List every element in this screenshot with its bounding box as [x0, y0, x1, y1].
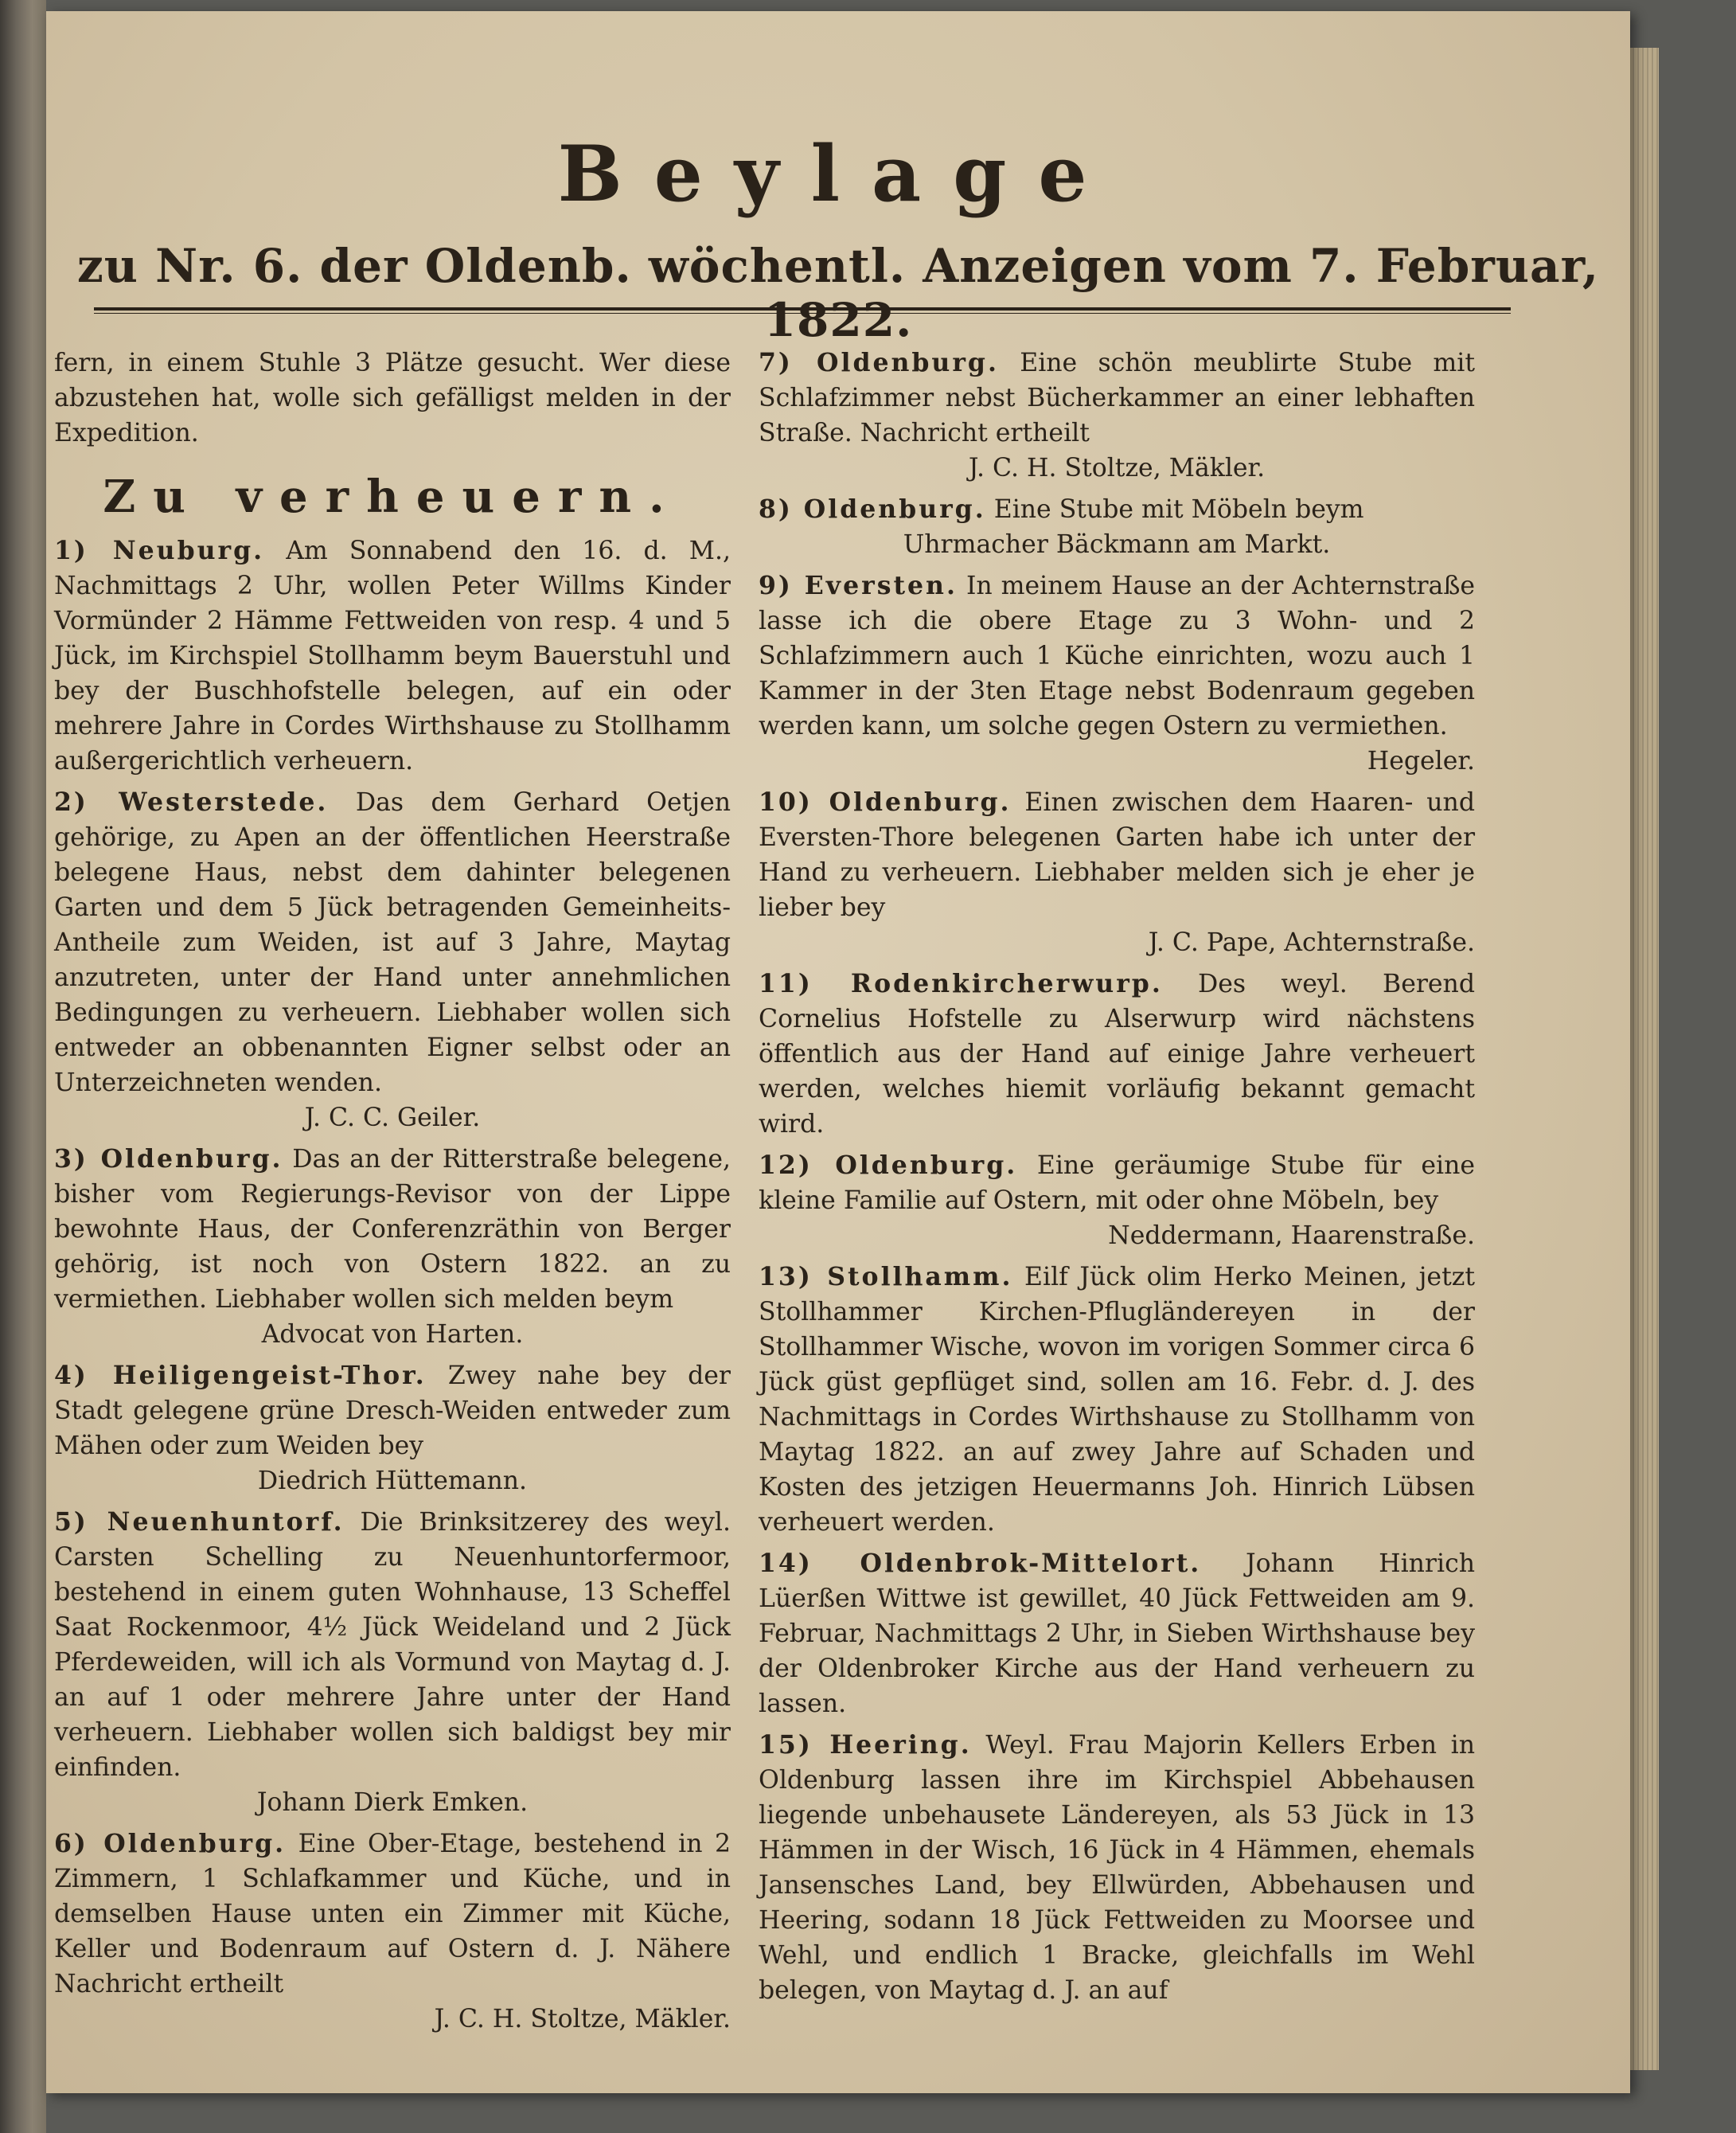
- notice-text: Johann Hinrich Lüerßen Wittwe ist gewillet, 40 Jück Fettweiden am 9. Februar, Nachmittags 2 Uhr, in Sieben Wirthshause bey der Oldenbroker Kirche aus der Hand verheuern zu lassen.: [759, 1549, 1475, 1718]
- masthead-title: Beylage: [557, 129, 1119, 219]
- notice-lead: 11) Rodenkircherwurp.: [759, 969, 1163, 998]
- notice: [759, 346, 1475, 486]
- notice: [759, 785, 1475, 960]
- left-column: [54, 346, 731, 2043]
- newspaper-page: [46, 11, 1630, 2093]
- notice: [759, 1148, 1475, 1253]
- scan-background-left: [0, 0, 46, 2133]
- notice: [54, 1505, 731, 1820]
- notice-signature: Hegeler.: [1367, 747, 1475, 775]
- notice: [54, 785, 731, 1135]
- notice-lead: 6) Oldenburg.: [54, 1829, 287, 1858]
- notice: [54, 1142, 731, 1352]
- notice: [54, 533, 731, 779]
- notice: [54, 1358, 731, 1498]
- notice-lead: 7) Oldenburg.: [759, 348, 999, 377]
- notice: [54, 1826, 731, 2037]
- notice-lead: 3) Oldenburg.: [54, 1144, 283, 1174]
- notice-signature: J. C. H. Stoltze, Mäkler.: [968, 454, 1266, 482]
- masthead: [46, 131, 1630, 347]
- masthead-rule: [94, 307, 1511, 314]
- notice-text: Eilf Jück olim Herko Meinen, jetzt Stollhammer Kirchen-Pflugländereyen in der Stollhammer Wische, wovon im vorigen Sommer circa 6 Jück güst gepflüget sind, sollen am 16. Febr. d. J. des Nachmittags in Cordes Wirthshause zu Stollhamm von Maytag 1822. an auf zwey Jahre auf Schaden und Kosten des jetzigen Heuermanns Joh. Hinrich Lübsen verheuert werden.: [759, 1263, 1475, 1537]
- notice-signature: J. C. H. Stoltze, Mäkler.: [434, 2005, 731, 2033]
- notice-text: In meinem Hause an der Achternstraße lasse ich die obere Etage zu 3 Wohn- und 2 Schlafzimmern auch 1 Küche einrichten, wozu auch 1 Kammer in der 3ten Etage nebst Bodenraum gegeben werden kann, um solche gegen Ostern zu vermiethen.: [759, 572, 1476, 740]
- intro-paragraph: fern, in einem Stuhle 3 Plätze gesucht. Wer diese abzustehen hat, wolle sich gefälligst melden in der Expedition.: [54, 349, 731, 447]
- notice-lead: 13) Stollhamm.: [759, 1262, 1013, 1291]
- notice-text: Des weyl. Berend Cornelius Hofstelle zu Alserwurp wird nächstens öffentlich aus der Hand auf einige Jahre verheuert werden, welches hiemit vorläufig bekannt gemacht wird.: [759, 970, 1475, 1139]
- notice-text: Die Brinksitzerey des weyl. Carsten Schelling zu Neuenhuntorfermoor, bestehend in einem guten Wohnhause, 13 Scheffel Saat Rockenmoor, 4½ Jück Weideland und 2 Jück Pferdeweiden, will ich als Vormund von Maytag d. J. an auf 1 oder mehrere Jahre unter der Hand verheuern. Liebhaber wollen sich baldigst bey mir einfinden.: [54, 1508, 731, 1782]
- notice-lead: 5) Neuenhuntorf.: [54, 1507, 345, 1537]
- notice-text: Eine Ober-Etage, bestehend in 2 Zimmern, 1 Schlafkammer und Küche, und in demselben Hause unten ein Zimmer mit Küche, Keller und Bodenraum auf Ostern d. J. Nähere Nachricht ertheilt: [54, 1830, 731, 1998]
- notice-signature: Johann Dierk Emken.: [256, 1788, 529, 1817]
- notice: [759, 1260, 1475, 1540]
- notice-text: Eine geräumige Stube für eine kleine Familie auf Ostern, mit oder ohne Möbeln, bey: [759, 1151, 1475, 1215]
- notice-text: Das an der Ritterstraße belegene, bisher vom Regierungs-Revisor von der Lippe bewohnte Haus, der Conferenzräthin von Berger gehörig, ist noch von Ostern 1822. an zu vermiethen. Liebhaber wollen sich melden beym: [54, 1145, 731, 1314]
- notice-text: Zwey nahe bey der Stadt gelegene grüne Dresch-Weiden entweder zum Mähen oder zum Weiden bey: [54, 1361, 731, 1460]
- notice-signature: Uhrmacher Bäckmann am Markt.: [903, 530, 1331, 559]
- notice: [759, 492, 1475, 562]
- notice-signature: J. C. Pape, Achternstraße.: [1148, 928, 1475, 957]
- section-heading: Zu verheuern.: [103, 471, 682, 523]
- notice-lead: 8) Oldenburg.: [759, 494, 986, 524]
- notice-text: Weyl. Frau Majorin Kellers Erben in Oldenburg lassen ihre im Kirchspiel Abbehausen liegende unbehausete Ländereyen, als 53 Jück in 13 Hämmen in der Wisch, 16 Jück in 4 Hämmen, ehemals Jansensches Land, bey Ellwürden, Abbehausen und Heering, sodann 18 Jück Fettweiden zu Moorsee und Wehl, und endlich 1 Bracke, gleichfalls im Wehl belegen, von Maytag d. J. an auf: [759, 1731, 1476, 2005]
- notice: [759, 967, 1475, 1142]
- notice-lead: 4) Heiligengeist-Thor.: [54, 1361, 427, 1390]
- notice-lead: 9) Eversten.: [759, 571, 958, 600]
- notice-lead: 10) Oldenburg.: [759, 787, 1012, 817]
- notice-lead: 1) Neuburg.: [54, 536, 265, 565]
- notice-lead: 12) Oldenburg.: [759, 1150, 1018, 1180]
- notice-text: Einen zwischen dem Haaren- und Eversten-Thore belegenen Garten habe ich unter der Hand zu verheuern. Liebhaber melden sich je eher je lieber bey: [759, 788, 1475, 922]
- notice-text: Eine Stube mit Möbeln beym: [993, 495, 1364, 524]
- notice-signature: Diedrich Hüttemann.: [257, 1467, 528, 1495]
- notice-text: Am Sonnabend den 16. d. M., Nachmittags 2 Uhr, wollen Peter Willms Kinder Vormünder 2 Hämme Fettweiden von resp. 4 und 5 Jück, im Kirchspiel Stollhamm beym Bauerstuhl und bey der Buschhofstelle belegen, auf ein oder mehrere Jahre in Cordes Wirthshause zu Stollhamm außergerichtlich verheuern.: [54, 537, 731, 775]
- notice-signature: Advocat von Harten.: [261, 1320, 524, 1349]
- notice-text: Das dem Gerhard Oetjen gehörige, zu Apen an der öffentlichen Heerstraße belegene Haus, nebst dem dahinter belegenen Garten und dem 5 Jück betragenden Gemeinheits-Antheile zum Weiden, ist auf 3 Jahre, Maytag anzutreten, unter der Hand unter annehmlichen Bedingungen zu verheuern. Liebhaber wollen sich entweder an obbenannten Eigner selbst oder an Unterzeichneten wenden.: [54, 788, 731, 1097]
- notice-lead: 14) Oldenbrok-Mittelort.: [759, 1549, 1202, 1578]
- right-column: [759, 346, 1475, 2014]
- notice-lead: 2) Westerstede.: [54, 787, 329, 817]
- page-stack-edges: [1630, 48, 1659, 2070]
- notice-signature: J. C. C. Geiler.: [304, 1104, 481, 1132]
- notice: [759, 1546, 1475, 1721]
- notice: [759, 568, 1475, 779]
- notice-signature: Neddermann, Haarenstraße.: [1108, 1221, 1475, 1250]
- notice-lead: 15) Heering.: [759, 1730, 972, 1760]
- notice-text: Eine schön meublirte Stube mit Schlafzimmer nebst Bücherkammer an einer lebhaften Straße. Nachricht ertheilt: [759, 349, 1475, 447]
- notice: [759, 1728, 1475, 2008]
- masthead-subtitle: zu Nr. 6. der Oldenb. wöchentl. Anzeigen vom 7. Februar, 1822.: [76, 239, 1600, 347]
